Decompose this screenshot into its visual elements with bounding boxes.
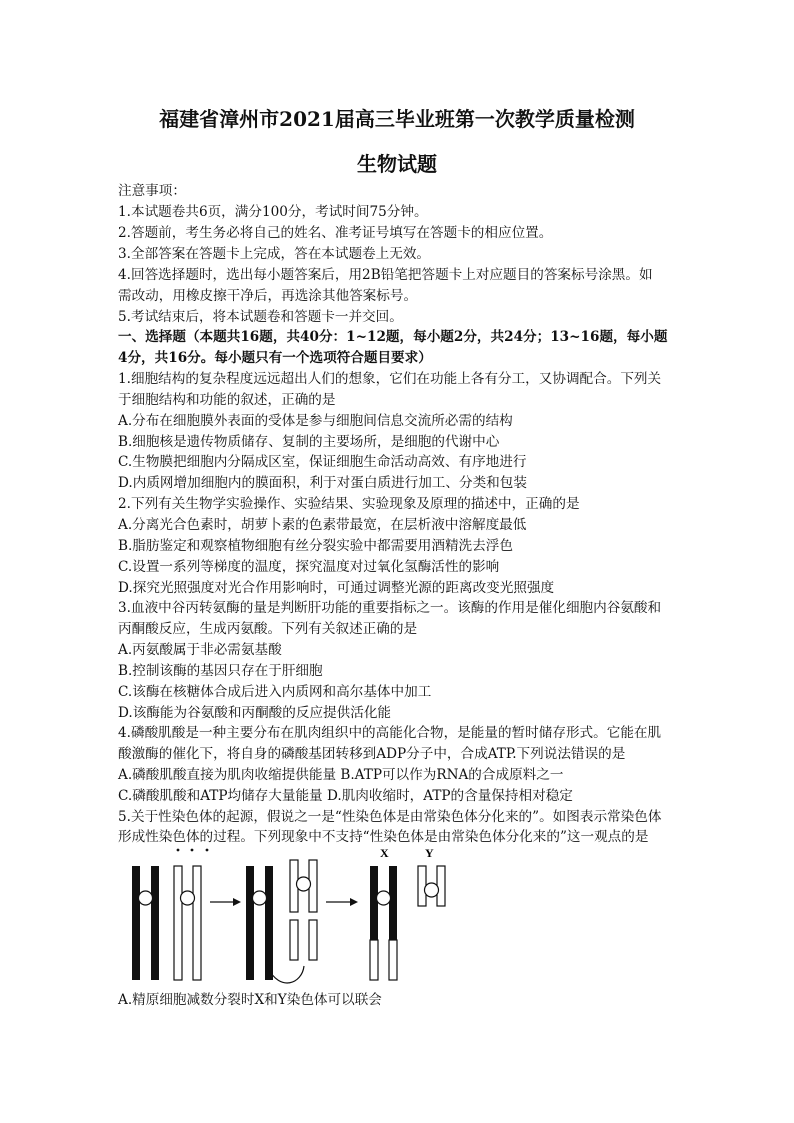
autosome-pair-solid-2 [246,866,273,980]
hollow-chromosome-upper [290,860,317,912]
question-option: A.分离光合色素时，胡萝卜素的色素带最宽，在层析液中溶解度最低 [118,517,527,533]
question-option: C.设置一系列等梯度的温度，探究温度对过氧化氢酶活性的影响 [118,559,500,575]
question-stem: 形成性染色体的过程。下列现象中不支持“性染色体是由常染色体分化来的”这一观点的是 [118,829,649,845]
notice-item: 4.回答选择题时，选出每小题答案后，用2B铅笔把答题卡上对应题目的答案标号涂黑。如 [118,267,653,283]
question-option: B.控制该酶的基因只存在于肝细胞 [118,663,323,679]
notice-item: 1.本试题卷共6页，满分100分，考试时间75分钟。 [118,204,428,220]
question-option: B.细胞核是遗传物质储存、复制的主要场所，是细胞的代谢中心 [118,434,500,450]
question-option: C.该酶在核糖体合成后进入内质网和高尔基体中加工 [118,684,432,700]
marker-dot [206,849,209,852]
question-option: C.生物膜把细胞内分隔成区室，保证细胞生命活动高效、有序地进行 [118,454,527,470]
question-stem: 3.血液中谷丙转氨酶的量是判断肝功能的重要指标之一。该酶的作用是催化细胞内谷氨酸和 [118,600,662,616]
question-stem: 4.磷酸肌酸是一种主要分布在肌肉组织中的高能化合物，是能量的暂时储存形式。它能在肌 [118,725,662,741]
question-stem: 1.细胞结构的复杂程度远远超出人们的想象，它们在功能上各有分工，又协调配合。下列关 [118,371,662,387]
page-subtitle: 生物试题 [357,152,437,176]
hollow-chromosome-fragment [290,920,317,960]
autosome-pair-solid [132,866,159,980]
question-option: A.磷酸肌酸直接为肌肉收缩提供能量 B.ATP可以作为RNA的合成原料之一 [118,767,564,783]
translocation-arrow [268,966,304,983]
marker-dot [191,849,194,852]
y-chromosome [418,866,445,906]
notice-item: 2.答题前，考生务必将自己的姓名、准考证号填写在答题卡的相应位置。 [118,225,553,241]
y-label: Y [425,846,434,860]
question-stem: 于细胞结构和功能的叙述，正确的是 [118,392,336,408]
marker-dot [177,849,180,852]
x-label: X [380,846,389,860]
question-stem: 丙酮酸反应，生成丙氨酸。下列有关叙述正确的是 [118,621,418,637]
chromosome-diagram [118,846,458,992]
section-heading: 一、选择题（本题共16题，共40分：1~12题，每小题2分，共24分；13~16题，每小题 [118,329,668,345]
question-stem: 2.下列有关生物学实验操作、实验结果、实验现象及原理的描述中，正确的是 [118,496,580,512]
notice-item: 需改动，用橡皮擦干净后，再选涂其他答案标号。 [118,288,418,304]
question-option: A.分布在细胞膜外表面的受体是参与细胞间信息交流所必需的结构 [118,413,513,429]
arrow-right [210,898,241,906]
notice-heading: 注意事项： [118,183,186,199]
question-option: D.探究光照强度对光合作用影响时，可通过调整光源的距离改变光照强度 [118,580,555,596]
x-chromosome [370,866,397,980]
notice-item: 3.全部答案在答题卡上完成，答在本试题卷上无效。 [118,246,431,262]
notice-item: 5.考试结束后，将本试题卷和答题卡一并交回。 [118,309,403,325]
section-heading: 4分，共16分。每小题只有一个选项符合题目要求） [118,350,432,366]
question-option: A.精原细胞减数分裂时X和Y染色体可以联会 [118,992,382,1008]
question-stem: 酸激酶的催化下，将自身的磷酸基团转移到ADP分子中，合成ATP.下列说法错误的是 [118,746,626,762]
question-option: B.脂肪鉴定和观察植物细胞有丝分裂实验中都需要用酒精洗去浮色 [118,538,513,554]
question-stem: 5.关于性染色体的起源，假说之一是“性染色体是由常染色体分化来的”。如图表示常染色体 [118,809,662,825]
question-option: C.磷酸肌酸和ATP均储存大量能量 D.肌肉收缩时，ATP的含量保持相对稳定 [118,788,573,804]
autosome-pair-hollow [174,866,201,980]
arrow-right [326,898,358,906]
page-title: 福建省漳州市2021届高三毕业班第一次教学质量检测 [159,107,635,131]
question-option: D.内质网增加细胞内的膜面积，利于对蛋白质进行加工、分类和包装 [118,475,527,491]
question-option: A.丙氨酸属于非必需氨基酸 [118,642,282,658]
question-option: D.该酶能为谷氨酸和丙酮酸的反应提供活化能 [118,705,392,721]
